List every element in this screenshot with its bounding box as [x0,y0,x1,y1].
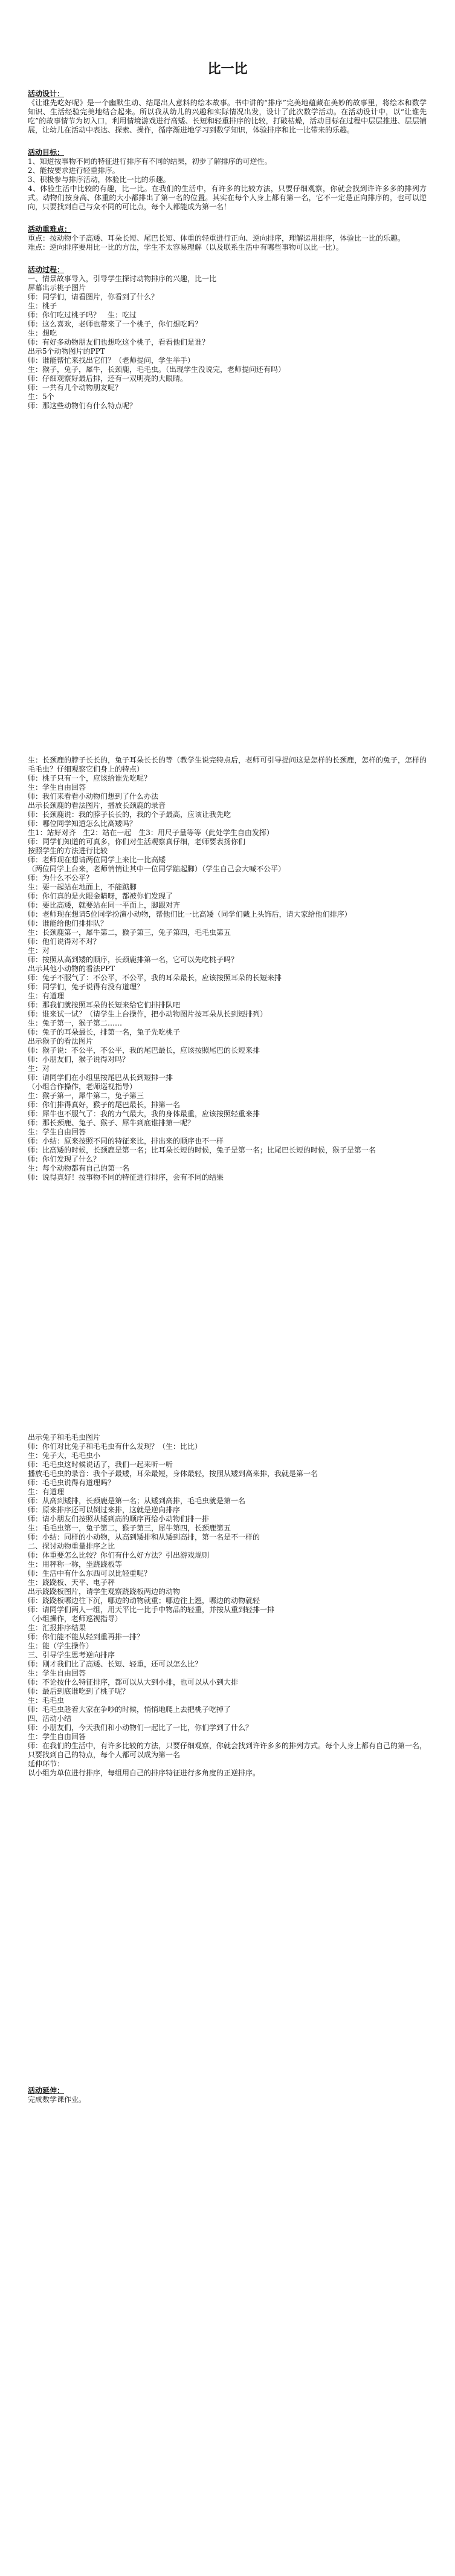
paragraph: 师：兔子不服气了：不公平，不公平，我的耳朵最长，应该按照耳朵的长短来排 [28,974,282,982]
section-body [28,157,427,212]
paragraph: 师：请小朋友们按照从矮到高的顺序再给小动物们排一排 [28,1515,210,1523]
paragraph: 师：生活中有什么东西可以比轻重呢？ [28,1569,152,1578]
paragraph: 师：在我们的生活中，有许多比较的方法，只要仔细观察，你就会找到许许多多的排列方式。每个人身上都有自己的第一名，只要找到自己的特点，每个人都可以成为第一名 [28,1742,427,1759]
paragraph: 师：犀牛也不服气了：我的力气最大，我的身体最重，应该按照轻重来排 [28,1110,260,1118]
paragraph: 生：对 [28,946,50,955]
paragraph: （小组操作，老师巡视指导） [28,1615,123,1623]
paragraph: 生：学生自由回答 [28,1732,86,1741]
paragraph: 师：老师现在想请两位同学上来比一比高矮 [28,856,166,864]
paragraph: 生：兔子大，毛毛虫小 [28,1451,101,1460]
paragraph: 4、体验生活中比较的有趣，比一比。在我们的生活中，有许多的比较方法，只要仔细观察，你就会找到许许多多的排列方式。动物们按身高、体重的大小都排出了第一名的位置。其实在每个人身上都有第一名，它不一定是正向排序的，也可以逆向，只要找到自己与众不同的可比点，每个人都能成为第一名！ [28,184,427,211]
section-heading: 活动目标： [28,148,65,157]
section-activity-process-continued [28,1433,427,1778]
paragraph: 师：从高到矮排，长颈鹿是第一名；从矮到高排，毛毛虫就是第一名 [28,1497,246,1505]
paragraph: 师：你们排得真好，猴子的尾巴最长，排第一名 [28,1101,181,1109]
paragraph: 重点：按动物个子高矮、耳朵长短、尾巴长短、体重的轻重进行正向、逆向排序，理解运用排序，体验比一比的乐趣。 [28,234,405,242]
paragraph: 1、知道按事物不同的特征进行排序有不同的结果，初步了解排序的可逆性。 [28,157,272,166]
paragraph: 生：每个动物都有自己的第一名 [28,1164,130,1173]
section-heading: 活动重难点： [28,225,72,233]
paragraph: 师：我们来看看小动物们想到了什么办法 [28,792,159,801]
paragraph: 出示兔子和毛毛虫图片 [28,1433,101,1442]
paragraph: 师：哪位同学知道怎么比高矮吗？ [28,819,137,828]
paragraph: 师：毛毛虫说得有道理吗？ [28,1478,115,1487]
paragraph: 生：汇报排序结果 [28,1624,86,1632]
paragraph: 生：用秤称一称，坐跷跷板等 [28,1560,123,1569]
paragraph: （小组合作操作，老师巡视指导） [28,1082,137,1091]
paragraph: 生：有道理 [28,992,65,1000]
paragraph: 师：一共有几个动物朋友呢？ [28,383,123,392]
paragraph: 师：说得真好！按事物不同的特征进行排序，会有不同的结果 [28,1173,224,1182]
paragraph: 师：最后到底谁吃到了桃子呢？ [28,1687,130,1696]
paragraph: 完成数学课作业。 [28,2095,86,2104]
paragraph: 师：为什么不公平？ [28,874,94,882]
paragraph: 师：兔子的耳朵最长，排第一名，兔子先吃桃子 [28,1028,181,1036]
paragraph: 师：跷跷板哪边往下沉，哪边的动物就重；哪边往上翘，哪边的动物就轻 [28,1596,260,1605]
section-activity-process [28,265,427,411]
paragraph: 师：要比高矮，就要站在同一平面上，脚跟对齐 [28,901,181,909]
paragraph: 师：猴子说：不公平，不公平，我的尾巴最长，应该按照尾巴的长短来排 [28,1046,260,1055]
paragraph: 生1：站好对齐 生2：站在一起 生3：用尺子量等等（此处学生自由发挥） [28,828,274,837]
paragraph: 出示长颈鹿的看法图片，播放长颈鹿的录音 [28,801,166,810]
paragraph: 生：猴子第一，犀牛第二，兔子第三 [28,1091,144,1100]
paragraph: 师：同学们知道的可真多，你们对生活观察真仔细，老师要表扬你们 [28,838,246,846]
paragraph: 生：学生自由回答 [28,1128,86,1136]
paragraph: 出示猴子的看法图片 [28,1037,94,1046]
section-activity-extension [28,2086,427,2104]
section-body [28,2095,427,2104]
paragraph: 师：小朋友们，今天我们和小动物们一起比了一比，你们学到了什么？ [28,1723,253,1732]
paragraph: 生：兔子第一，猴子第二…… [28,1019,123,1027]
page-1-content [28,89,427,411]
paragraph: 师：不论按什么特征排序，都可以从大到小排，也可以从小到大排 [28,1678,239,1686]
paragraph: （两位同学上台来，老师悄悄让其中一位同学踮起脚）（学生自己会大喊不公平） [28,865,286,873]
paragraph: 出示跷跷板图片，请学生观察跷跷板两边的动物 [28,1587,181,1596]
page-2-content [28,756,427,1182]
paragraph: 生：有道理 [28,1488,65,1496]
paragraph: 师：体重要怎么比较？你们有什么好方法？引出游戏规则 [28,1551,210,1560]
paragraph: 师：这么喜欢，老师也带来了一个桃子，你们想吃吗？ [28,320,202,328]
paragraph: 三、引导学生思考逆向排序 [28,1651,115,1659]
paragraph: 师：同学们，兔子说得有没有道理？ [28,983,144,991]
paragraph: 师：他们说得对不对？ [28,937,101,946]
section-body [28,1433,427,1778]
paragraph: 师：同学们，请看图片，你看到了什么？ [28,293,159,301]
paragraph: 师：毛毛虫这时候说话了，我们一起来听一听 [28,1460,173,1469]
paragraph: 二、探讨动物重量排序之比 [28,1542,115,1550]
paragraph: 生：学生自由回答 [28,783,86,792]
paragraph: 师：仔细观察好最后排，还有一双明亮的大眼睛。 [28,374,188,383]
paragraph: 师：长颈鹿说：我的脖子长长的，我的个子最高，应该让我先吃 [28,810,231,819]
paragraph: 生：要一起站在地面上，不能踮脚 [28,883,137,891]
paragraph: 师：你们真的是火眼金睛呀，都被你们发现了 [28,892,173,900]
paragraph: 生：长颈鹿第一，犀牛第二，猴子第三，兔子第四，毛毛虫第五 [28,928,231,937]
page-3-content [28,1433,427,1778]
paragraph: 生：猴子，兔子，犀牛，长颈鹿，毛毛虫。（出现学生没说完，老师提问还有吗） [28,365,286,374]
paragraph: 师：请同学们在小组里按尾巴从长到短排一排 [28,1073,173,1082]
paragraph: 2、能按要求进行轻重排序。 [28,166,120,175]
paragraph: 师：原来排序还可以倒过来排，这就是逆向排序 [28,1506,181,1514]
paragraph: 生：跷跷板、天平、电子秤 [28,1578,115,1587]
section-body [28,756,427,1182]
document-title: 比一比 [207,61,248,77]
paragraph: 师：毛毛虫趁着大家在争吵的时候，悄悄地爬上去把桃子吃掉了 [28,1705,231,1714]
paragraph: 一、情景故事导入，引导学生探讨动物排序的兴趣，比一比 [28,275,217,283]
paragraph: 师：请同学们两人一组，用天平比一比手中物品的轻重，并按从重到轻排一排 [28,1605,275,1614]
paragraph: 出示其他小动物的看法PPT [28,964,115,973]
section-activity-process-continued [28,756,427,1182]
paragraph: 3、积极参与排序活动，体验比一比的乐趣。 [28,175,170,184]
paragraph: 难点：逆向排序要用比一比的方法，学生不太容易理解（以及联系生活中有哪些事物可以比一比）。 [28,243,344,252]
section-body [28,99,427,135]
paragraph: 师：老师现在想请5位同学扮演小动物，帮他们比一比高矮（同学们戴上头饰后，请大家给他们排序） [28,910,352,919]
paragraph: 师：那这些动物们有什么特点呢？ [28,402,137,410]
paragraph: 《让谁先吃好呢》是一个幽默生动、结尾出人意料的绘本故事。书中讲的“排序”完美地蕴藏在美妙的故事里，将绘本和数学知识、生活经验完美地结合起来。所以我从幼儿的兴趣和实际情况出发，设计了此次数学活动。在活动设计中，以“让谁先吃”的故事情节为切入口，利用情境游戏进行高矮、长短和轻重排序的比较，打破枯燥，活动目标在过程中层层推进、层层铺展，让幼儿在活动中表达、探索、操作，循序渐进地学习到数学知识，体验排序和比一比带来的乐趣。 [28,99,427,134]
paragraph: 四、活动小结 [28,1714,72,1723]
paragraph: 师：那长颈鹿、兔子、猴子、犀牛到底谁排第一呢？ [28,1119,195,1127]
paragraph: 师：谁能给他们排排队？ [28,919,108,928]
paragraph: 师：小结：同样的小动物，从高到矮排和从矮到高排，第一名是不一样的 [28,1533,260,1541]
paragraph: 生：长颈鹿的脖子长长的，兔子耳朵长长的等（教学生说完特点后，老师可引导提问这是怎样的长颈鹿，怎样的兔子，怎样的毛毛虫？仔细观察它们身上的特点） [28,756,427,773]
section-activity-goals [28,148,427,212]
paragraph: 出示5个动物图片的PPT [28,347,105,356]
paragraph: 师：你们对比兔子和毛毛虫有什么发现？（生：比比） [28,1442,202,1451]
paragraph: 师：谁能帮忙来找出它们？（老师提问，学生举手） [28,356,195,365]
paragraph: 以小组为单位进行排序，每组用自己的排序特征进行多角度的正逆排序。 [28,1769,260,1777]
paragraph: 生：毛毛虫 [28,1696,65,1705]
paragraph: 延伸环节： [28,1760,65,1768]
paragraph: 生：能（学生操作） [28,1642,94,1650]
section-heading: 活动延伸： [28,2086,65,2095]
paragraph: 按照学生的方法进行比较 [28,847,108,855]
paragraph: 师：你们能不能从轻到重再排一排？ [28,1633,144,1641]
paragraph: 生：想吃 [28,329,57,337]
paragraph: 师：按照从高到矮的顺序，长颈鹿排第一名，它可以先吃桃子吗？ [28,955,239,964]
paragraph: 师：你们发现了什么？ [28,1155,101,1163]
paragraph: 师：刚才我们比了高矮、长短、轻重，还可以怎么比？ [28,1660,202,1668]
section-body [28,234,427,252]
paragraph: 生：桃子 [28,302,57,310]
section-heading: 活动设计： [28,89,65,98]
paragraph: 师：你们吃过桃子吗？ 生：吃过 [28,311,137,319]
section-heading: 活动过程： [28,265,65,274]
paragraph: 师：小结：原来按照不同的特征来比，排出来的顺序也不一样 [28,1137,224,1145]
paragraph: 屏幕出示桃子图片 [28,284,86,292]
page-4-content [28,2086,427,2104]
paragraph: 师：谁来试一试？（请学生上台操作，把小动物图片按耳朵从长到短排列） [28,1010,268,1018]
paragraph: 生：5个 [28,392,54,401]
paragraph: 生：对 [28,1064,50,1073]
paragraph: 师：比高矮的时候，长颈鹿是第一名；比耳朵长短的时候，兔子是第一名；比尾巴长短的时候，猴子是第一名 [28,1146,376,1154]
paragraph: 生：毛毛虫第一，兔子第二，猴子第三，犀牛第四，长颈鹿第五 [28,1524,231,1532]
section-key-points [28,225,427,252]
section-body [28,275,427,411]
paragraph: 师：小朋友们，猴子说得对吗？ [28,1055,130,1064]
section-activity-design [28,89,427,135]
paragraph: 师：桃子只有一个，应该给谁先吃呢？ [28,774,152,782]
paragraph: 播放毛毛虫的录音：我个子最矮，耳朵最短，身体最轻，按照从矮到高来排，我就是第一名 [28,1469,318,1478]
paragraph: 师：那我们就按照耳朵的长短来给它们排排队吧 [28,1001,181,1009]
paragraph: 师：有好多动物朋友们也想吃这个桃子，看看他们是谁？ [28,338,210,346]
paragraph: 生：学生自由回答 [28,1669,86,1677]
